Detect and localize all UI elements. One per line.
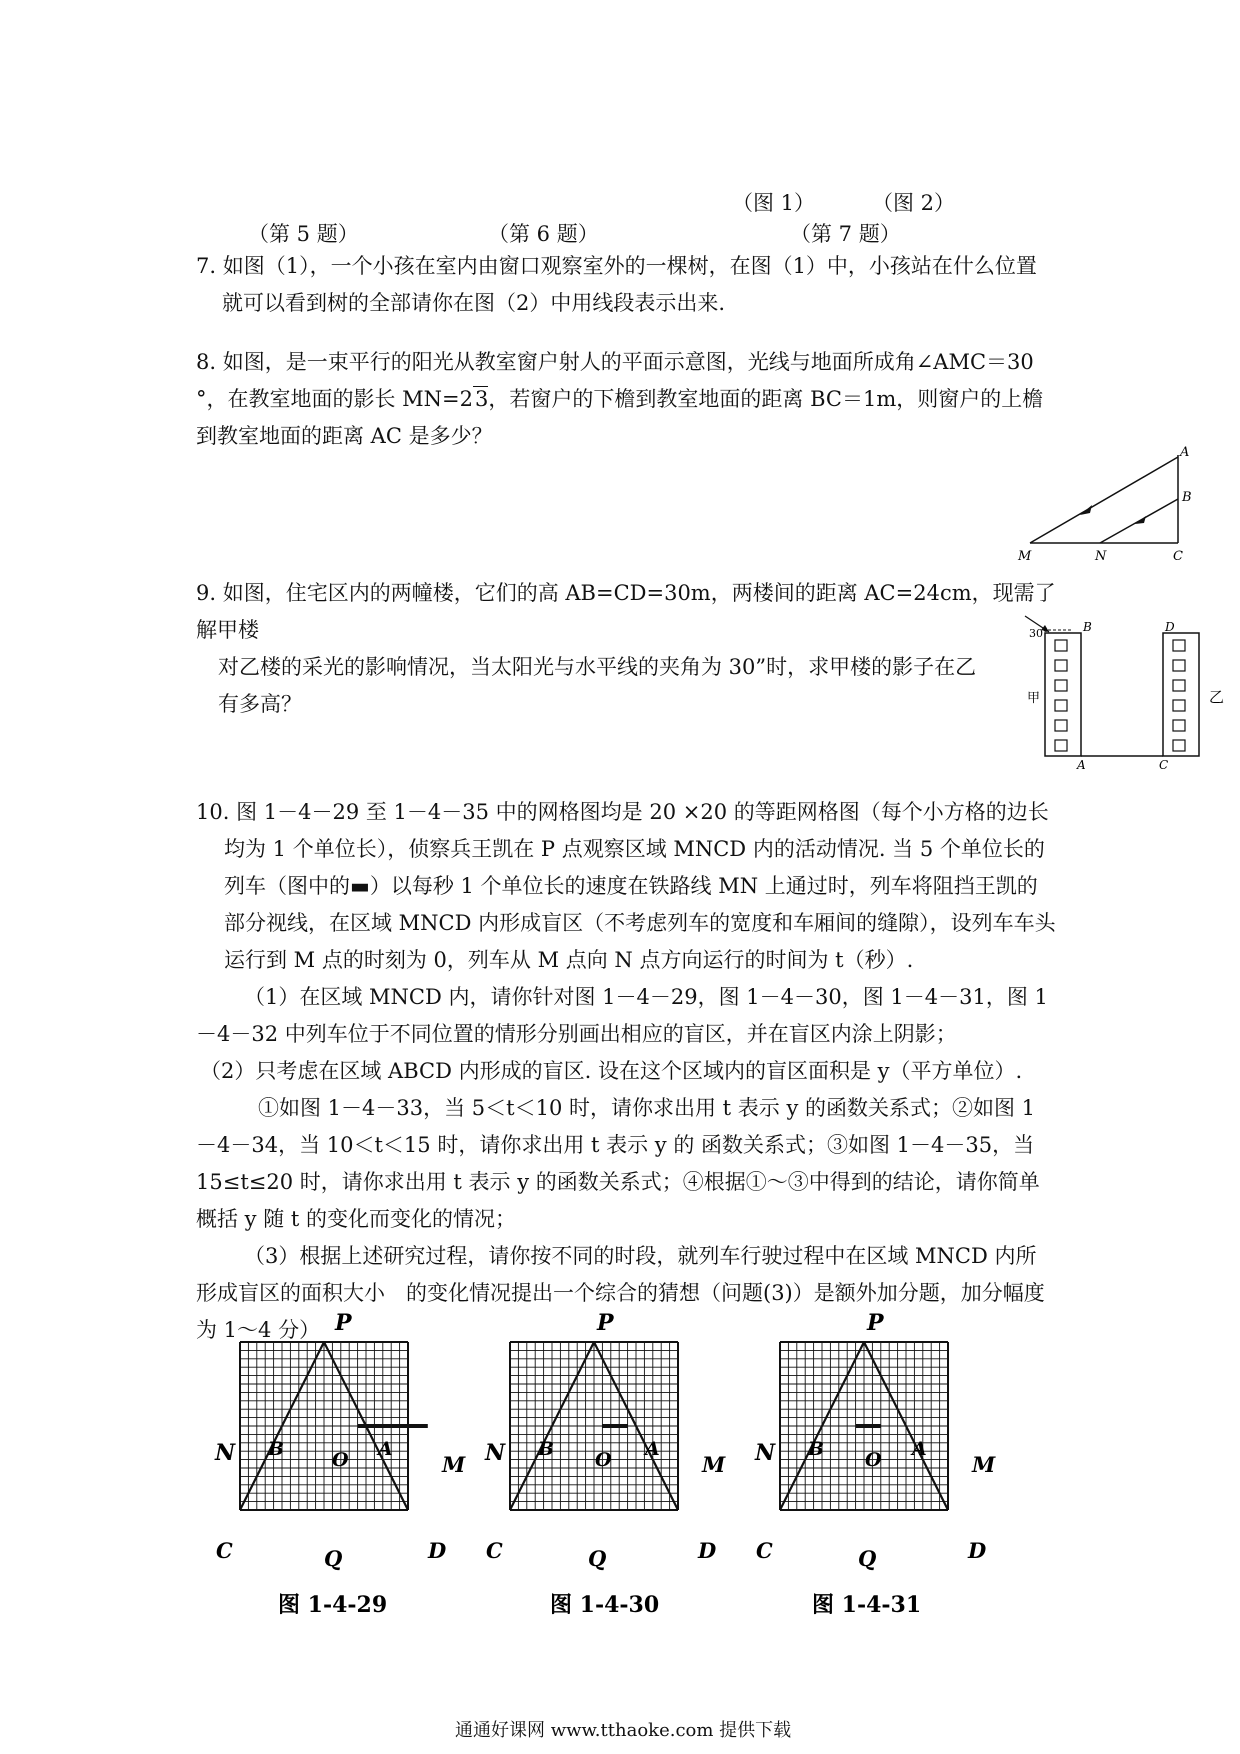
q9-diagram xyxy=(1015,612,1235,770)
label-n: N xyxy=(485,1440,506,1466)
q8-line2-pre: °，在教室地面的影长 MN=2 xyxy=(196,387,474,411)
label-p: P xyxy=(597,1310,614,1336)
label-d: D xyxy=(428,1538,447,1563)
q8-line2-post: ，若窗户的下檐到教室地面的距离 BC＝1m，则窗户的上檐 xyxy=(488,387,1044,411)
label-b: B xyxy=(268,1438,285,1460)
label-m: M xyxy=(972,1452,996,1477)
label-jia: 甲 xyxy=(1027,691,1041,706)
label-yi: 乙 xyxy=(1209,688,1225,706)
label-b: B xyxy=(1083,620,1092,634)
q10-p4: ①如图 1－4－33，当 5＜t＜10 时，请你求出用 t 表示 y 的函数关系式；②如图 1－4－34，当 10＜t＜15 时，请你求出用 t 表示 y 的 函数关系式；③如图 1－4－35，当 15≤t≤20 时，请你求出用 t 表示 y 的函数关系式；④根据①～③中得到的结论，请你简单概括 y 随 t 的变化而变化的情况； xyxy=(196,1096,1040,1231)
arrow-icon xyxy=(1080,505,1092,515)
label-n: N xyxy=(215,1440,236,1466)
q7-line2: 就可以看到树的全部请你在图（2）中用线段表示出来. xyxy=(222,291,726,315)
label-q: Q xyxy=(588,1546,607,1571)
label-q: Q xyxy=(324,1546,343,1571)
figure-caption: 图 1-4-29 xyxy=(278,1592,388,1618)
caption-q7: （第 7 题） xyxy=(790,222,901,246)
label-o: O xyxy=(332,1449,349,1471)
q10-p3: （2）只考虑在区域 ABCD 内形成的盲区. 设在这个区域内的盲区面积是 y（平方单位）. xyxy=(200,1059,1023,1083)
grid-figure-2 xyxy=(480,1300,730,1630)
label-a: A xyxy=(378,1438,393,1460)
label-d: D xyxy=(698,1538,717,1563)
label-m: M xyxy=(1018,549,1032,564)
building-yi-windows xyxy=(1173,640,1185,751)
label-n: N xyxy=(755,1440,776,1466)
q8-sqrt: 3 xyxy=(475,387,489,411)
label-q: Q xyxy=(858,1546,877,1571)
question-8 xyxy=(196,344,1066,455)
label-b: B xyxy=(1182,490,1192,505)
caption-q5: （第 5 题） xyxy=(248,222,359,246)
label-c: C xyxy=(216,1538,233,1563)
label-o: O xyxy=(865,1449,882,1471)
label-d: D xyxy=(968,1538,987,1563)
label-c: C xyxy=(756,1538,773,1563)
q8-diagram xyxy=(1010,445,1220,565)
label-b: B xyxy=(538,1438,555,1460)
caption-fig2: （图 2） xyxy=(872,191,956,215)
label-p: P xyxy=(335,1310,352,1336)
q7-line1: 7. 如图（1），一个小孩在室内由窗口观察室外的一棵树，在图（1）中，小孩站在什么位置 xyxy=(196,254,1037,278)
q10-p2: （1）在区域 MNCD 内，请你针对图 1－4－29，图 1－4－30，图 1－4－31，图 1－4－32 中列车位于不同位置的情形分别画出相应的盲区，并在盲区内涂上阴影； xyxy=(196,985,1048,1046)
caption-fig1: （图 1） xyxy=(732,191,816,215)
label-m: M xyxy=(442,1452,466,1477)
question-7 xyxy=(196,248,1066,322)
caption-q6: （第 6 题） xyxy=(488,222,599,246)
q9-line3: 有多高？ xyxy=(218,692,302,716)
label-a: A xyxy=(645,1438,660,1460)
label-d: D xyxy=(1165,620,1175,634)
label-n: N xyxy=(1095,549,1107,564)
q8-line2 xyxy=(196,381,1066,418)
label-c: C xyxy=(1159,758,1169,772)
label-a: A xyxy=(912,1438,927,1460)
label-m: M xyxy=(702,1452,726,1477)
label-a: A xyxy=(1180,445,1190,460)
figure-caption: 图 1-4-30 xyxy=(550,1592,660,1618)
q10-p5: （3）根据上述研究过程，请你按不同的时段，就列车行驶过程中在区域 MNCD 内所形成盲区的面积大小 的变化情况提出一个综合的猜想（问题(3)）是额外加分题，加分幅度为 1～4 分） xyxy=(196,1244,1045,1342)
q9-line2: 对乙楼的采光的影响情况，当太阳光与水平线的夹角为 30”时，求甲楼的影子在乙 xyxy=(218,655,977,679)
label-b: B xyxy=(808,1438,825,1460)
label-c: C xyxy=(486,1538,503,1563)
label-o: O xyxy=(595,1449,612,1471)
label-a: A xyxy=(1077,758,1086,772)
q9-line1: 9. 如图，住宅区内的两幢楼，它们的高 AB=CD=30m，两楼间的距离 AC=24cm，现需了解甲楼 xyxy=(196,581,1056,642)
building-jia-windows xyxy=(1055,640,1067,751)
question-10 xyxy=(196,794,1056,1349)
footer-text: 通通好课网 www.tthaoke.com 提供下载 xyxy=(455,1720,792,1741)
figure-caption: 图 1-4-31 xyxy=(812,1592,922,1618)
ray-bn xyxy=(1100,499,1178,543)
q8-line3: 到教室地面的距离 AC 是多少？ xyxy=(196,424,493,448)
q10-p1: 10. 图 1－4－29 至 1－4－35 中的网格图均是 20 ×20 的等距网格图（每个小方格的边长均为 1 个单位长），侦察兵王凯在 P 点观察区域 MNCD 内的活动情况. 当 5 个单位长的列车（图中的▬）以每秒 1 个单位长的速度在铁路线 MN 上通过时，列车将阻挡王凯的部分视线，在区域 MNCD 内形成盲区（不考虑列车的宽度和车厢间的缝隙），设列车车头运行到 M 点的时刻为 0，列车从 M 点向 N 点方向运行的时间为 t（秒）. xyxy=(196,800,1056,972)
label-p: P xyxy=(867,1310,884,1336)
question-9 xyxy=(196,575,1066,723)
label-angle: 30° xyxy=(1029,627,1049,640)
ray-am xyxy=(1030,457,1178,543)
grid-figure-3 xyxy=(750,1300,1000,1630)
label-c: C xyxy=(1173,549,1183,564)
q8-line1: 8. 如图，是一束平行的阳光从教室窗户射人的平面示意图，光线与地面所成角∠AMC＝30 xyxy=(196,350,1034,374)
grid-figure-1 xyxy=(210,1300,466,1630)
